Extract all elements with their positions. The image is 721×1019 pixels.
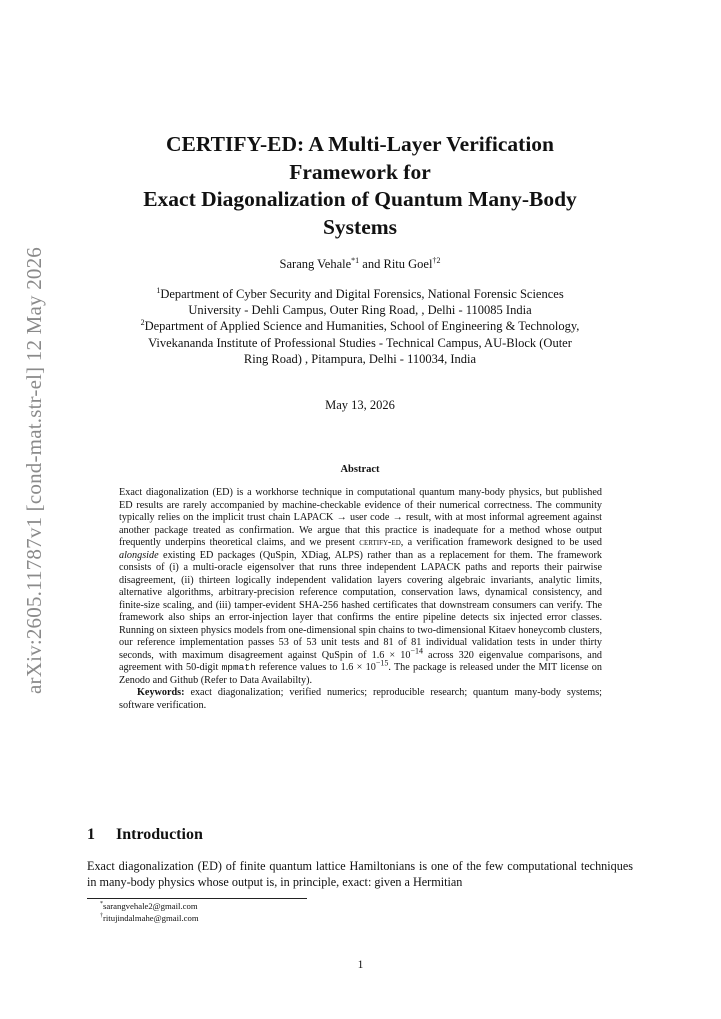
abstract-body xyxy=(119,487,602,712)
affiliation-line: Ring Road) , Pitampura, Delhi - 110034, India xyxy=(243,351,477,366)
footnote-rule xyxy=(87,898,307,899)
title-line-4: Systems xyxy=(322,214,398,239)
keywords xyxy=(119,687,602,712)
framework-name: certify-ed xyxy=(359,537,401,548)
emphasis-text: alongside xyxy=(119,549,159,561)
affiliation-mark: 2 xyxy=(140,318,145,328)
footnote-mark: † xyxy=(100,912,103,919)
section-heading xyxy=(87,826,203,844)
footnote xyxy=(100,913,199,925)
author-connector: and xyxy=(359,257,384,271)
affiliation-mark: 1 xyxy=(156,285,161,295)
mpmath-term: mpmath xyxy=(221,662,256,673)
affiliation-line: Vivekananda Institute of Professional Studies - Technical Campus, AU-Block (Outer xyxy=(148,335,572,350)
affiliation-line: $^2$Department of Applied Science and Humanities, School of Engineering & Technology, xyxy=(140,318,580,334)
author-list xyxy=(100,257,620,272)
title-line-3: Exact Diagonalization of Quantum Many-Body xyxy=(143,187,577,211)
author-mark: *1 xyxy=(351,255,360,265)
affiliation-line: University - Dehli Campus, Outer Ring Road, , Delhi - 110085 India xyxy=(188,303,532,318)
author-name: Sarang Vehale xyxy=(279,257,352,271)
footnote xyxy=(100,901,199,913)
publication-date: May 13, 2026 xyxy=(325,398,395,412)
keywords-label: Keywords: xyxy=(137,687,185,698)
affiliations xyxy=(60,286,660,367)
abstract-heading: Abstract xyxy=(340,464,380,475)
arxiv-identifier-text: arXiv:2605.11787v1 [cond-mat.str-el] 12 May 2026 xyxy=(21,246,46,694)
author-name: Ritu Goel xyxy=(383,257,433,271)
title-line-2: Framework for xyxy=(289,159,431,184)
footnotes xyxy=(100,901,199,924)
footnote-email: ritujindalmahe@gmail.com xyxy=(103,912,199,923)
keywords-list: exact diagonalization; verified numerics; reproducible research; quantum many-body systems; software verification. xyxy=(119,687,602,711)
abstract-paragraph: Exact diagonalization (ED) is a workhorse technique in computational quantum many-body physics, but published ED results are rarely accompanied by machine-checkable evidence of their numerical correctness. The community typically relies on the implicit trust chain LAPACK → user code → result, with at most informal agreement against another package treated as confirmation. We argue that this practice is inadequate for a method whose output frequently underpins theoretical claims, and we present certify-ed, a verification framework designed to be used alongside existing ED packages (QuSpin, XDiag, ALPS) rather than as a replacement for them. The framework consists of (i) a multi-oracle eigensolver that runs three independent LAPACK paths and reports their pairwise disagreement, (ii) thirteen logically independent validation layers covering algebraic invariants, analytic limits, alternative algorithms, arbitrary-precision reference computation, conservation laws, dynamical consistency, and finite-size scaling, and (iii) tamper-evident SHA-256 hashed certificates that downstream consumers can verify. The framework also ships an error-injection layer that confirms the entire pipeline detects six injected error classes. Running on sixteen physics models from one-dimensional spin chains to two-dimensional Kitaev honeycomb clusters, our reference implementation passes 53 of 53 unit tests and 81 of 81 individual validation tests in under thirty seconds, with maximum disagreement against QuSpin of $1.6 \times 10^{-14}$ across 320 eigenvalue comparisons, and agreement with 50-digit mpmath reference values to $1.6 \times 10^{-15}$. The package is released under the MIT license on Zenodo and Github (Refer to Data Availabilty). xyxy=(119,487,603,686)
introduction-paragraph: Exact diagonalization (ED) of finite quantum lattice Hamiltonians is one of the few computational techniques in many-body physics whose output is, in principle, exact: given a Hermitian xyxy=(87,859,633,889)
section-title: Introduction xyxy=(116,826,203,843)
author-mark: †2 xyxy=(432,255,441,265)
footnote-mark: * xyxy=(100,901,103,908)
affiliation-line: $^1$Department of Cyber Security and Digital Forensics, National Forensic Sciences xyxy=(156,285,564,301)
page-number: 1 xyxy=(357,959,364,971)
title-line-1: CERTIFY-ED: A Multi-Layer Verification xyxy=(165,132,555,156)
section-number: 1 xyxy=(87,826,95,843)
paper-title xyxy=(100,131,620,241)
footnote-email: sarangvehale2@gmail.com xyxy=(103,901,198,911)
arxiv-identifier-stamp xyxy=(14,246,54,694)
